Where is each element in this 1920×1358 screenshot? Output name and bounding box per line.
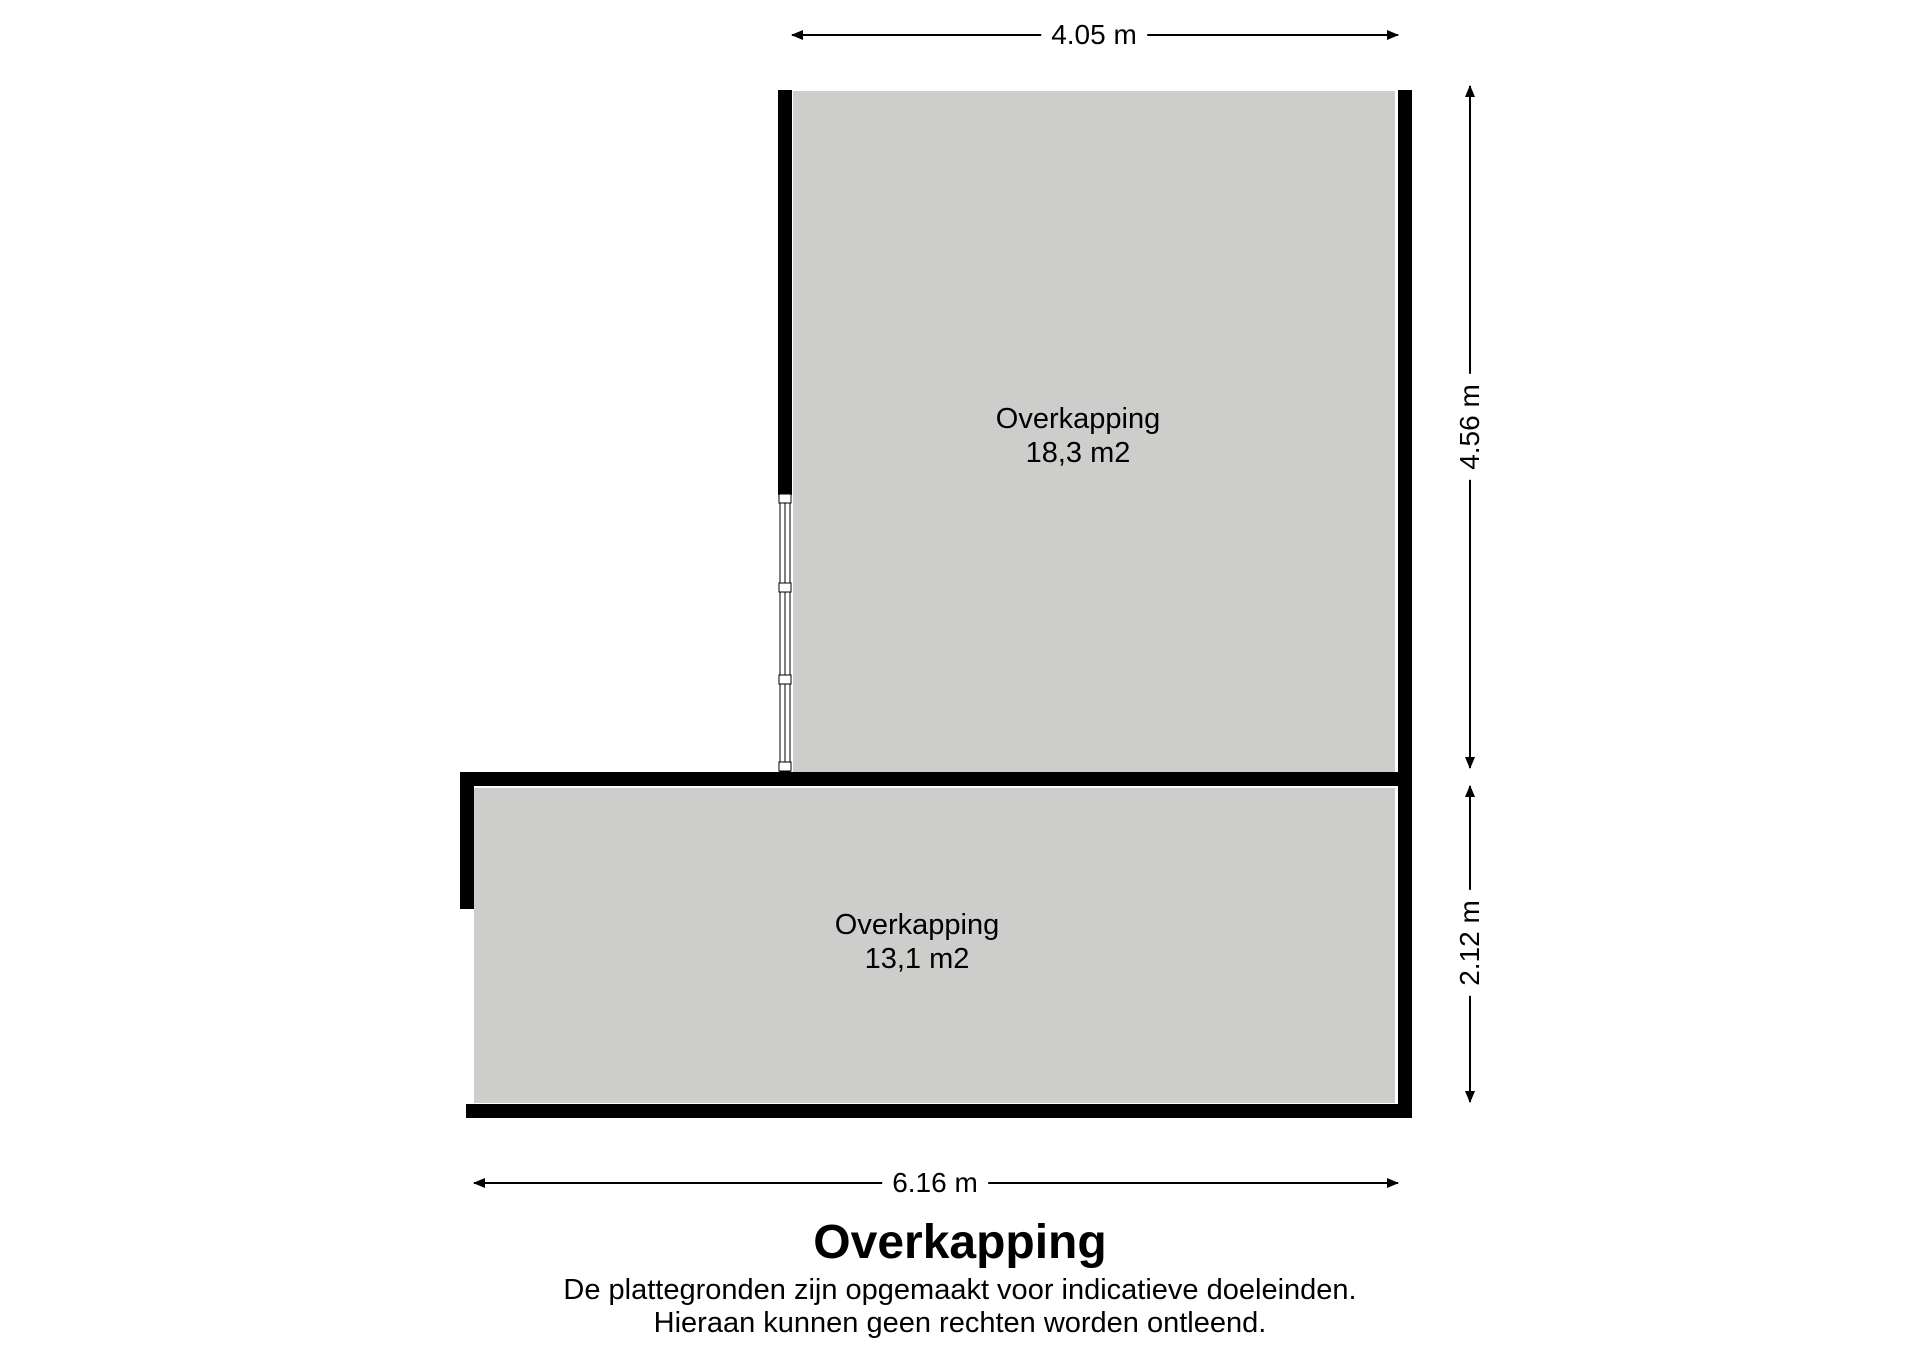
dimension-label-right-upper: 4.56 m: [1455, 374, 1485, 480]
wall-middle: [460, 772, 1412, 786]
room-area: 18,3 m2: [1025, 437, 1131, 469]
disclaimer: [0, 1274, 1920, 1340]
wall-bottom: [466, 1104, 1412, 1118]
window: [779, 494, 791, 772]
wall-lower-right: [1398, 783, 1412, 1117]
wall-upper-left: [778, 90, 792, 495]
dimension-label-top: 4.05 m: [1041, 20, 1147, 50]
room-label-upper: [878, 402, 1278, 470]
room-name: Overkapping: [995, 403, 1161, 435]
disclaimer-line-1: De plattegronden zijn opgemaakt voor indicatieve doeleinden.: [563, 1274, 1357, 1306]
wall-lower-left: [460, 772, 474, 909]
dimension-label-bottom: 6.16 m: [882, 1168, 988, 1198]
disclaimer-line-2: Hieraan kunnen geen rechten worden ontleend.: [653, 1307, 1267, 1339]
plan-title: Overkapping: [813, 1216, 1107, 1269]
dimension-label-right-lower: 2.12 m: [1455, 890, 1485, 996]
wall-upper-right: [1398, 90, 1412, 783]
room-name: Overkapping: [834, 909, 1000, 941]
room-label-lower: [717, 908, 1117, 976]
room-area: 13,1 m2: [864, 943, 970, 975]
